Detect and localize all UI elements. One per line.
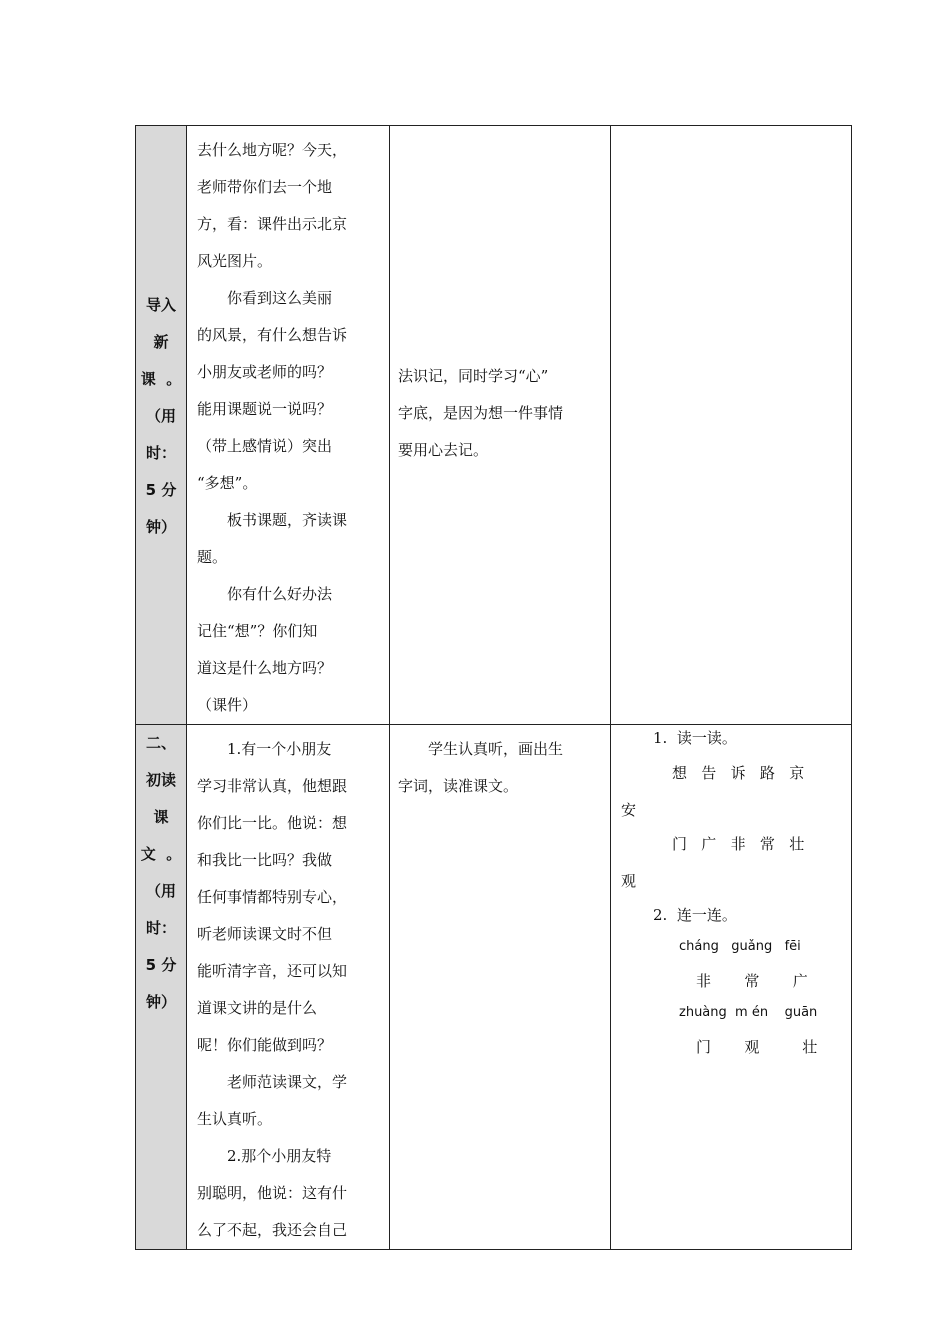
text-line: 道课文讲的是什么 [197, 999, 318, 1017]
chars-line: 门 观 壮 [696, 1038, 818, 1056]
text-line: 老师范读课文，学 [227, 1073, 348, 1091]
practice-cell [611, 126, 852, 725]
stage-label-line: 时： [145, 919, 176, 937]
teacher-activity-cell [187, 126, 390, 725]
text-line: 生认真听。 [197, 1110, 273, 1128]
stage-label-line: 二、 [145, 734, 176, 752]
text-line: 听老师读课文时不但 [197, 925, 333, 943]
text-line: 能用课题说一说吗？ [197, 400, 333, 418]
text-line: 字词，读准课文。 [398, 777, 519, 795]
teacher-activity-cell [187, 725, 390, 1250]
stage-label-line: 5 分 [145, 481, 177, 499]
practice-item-title: 2. 连一连。 [653, 906, 737, 924]
text-line: （课件） [197, 696, 258, 714]
text-line: 老师带你们去一个地 [197, 178, 333, 196]
text-line: 和我比一比吗？我做 [197, 851, 333, 869]
text-line: 呢！你们能做到吗？ [197, 1036, 333, 1054]
text-line: 方，看：课件出示北京 [197, 215, 348, 233]
text-line: 学习非常认真，他想跟 [197, 777, 348, 795]
practice-chars-line: 想 告 诉 路 京 [672, 764, 805, 782]
stage-label-line: （用 [145, 407, 176, 425]
table-row [136, 725, 852, 1250]
text-line: 么了不起，我还会自己 [197, 1221, 348, 1239]
text-line: 小朋友或老师的吗？ [197, 363, 333, 381]
lesson-plan-table [135, 125, 852, 1250]
practice-chars-wrap: 观 [621, 872, 637, 890]
chars-line: 非 常 广 [696, 972, 808, 990]
practice-chars-wrap: 安 [621, 801, 637, 819]
text-line: 字底，是因为想一件事情 [398, 404, 564, 422]
pinyin-line: cháng guǎng fēi [679, 939, 801, 954]
text-line: 题。 [197, 548, 228, 566]
text-line: 2.那个小朋友特 [227, 1147, 332, 1165]
stage-label-line: 文 。 [140, 845, 182, 863]
pinyin-line: zhuàng m én guān [679, 1005, 818, 1020]
text-line: 要用心去记。 [398, 441, 489, 459]
stage-label-line: 课 。 [140, 370, 182, 388]
table-row [136, 126, 852, 725]
stage-label-line: 钟） [145, 518, 176, 536]
practice-item-title: 1. 读一读。 [653, 729, 737, 747]
stage-label-line: 钟） [145, 993, 176, 1011]
text-line: 记住“想”？你们知 [197, 622, 318, 640]
stage-label-line: 课 [153, 808, 169, 826]
text-line: 法识记，同时学习“心” [398, 367, 549, 385]
student-activity-cell [390, 725, 611, 1250]
text-line: 任何事情都特别专心， [197, 888, 348, 906]
stage-label-line: 时： [145, 444, 176, 462]
text-line: 去什么地方呢？今天， [197, 141, 348, 159]
text-line: 的风景，有什么想告诉 [197, 326, 348, 344]
text-line: 你看到这么美丽 [227, 289, 333, 307]
text-line: （带上感情说）突出 [197, 437, 333, 455]
student-activity-cell [390, 126, 611, 725]
stage-label-line: 初读 [145, 771, 176, 789]
stage-label-line: （用 [145, 882, 176, 900]
text-line: 你们比一比。他说：想 [197, 814, 348, 832]
text-line: 学生认真听，画出生 [428, 740, 564, 758]
text-line: 板书课题，齐读课 [227, 511, 348, 529]
text-line: “多想”。 [197, 474, 258, 492]
stage-cell [136, 126, 187, 725]
practice-chars-line: 门 广 非 常 壮 [672, 835, 805, 853]
text-line: 你有什么好办法 [227, 585, 333, 603]
stage-label-line: 5 分 [145, 956, 177, 974]
text-line: 风光图片。 [197, 252, 273, 270]
text-line: 能听清字音，还可以知 [197, 962, 348, 980]
stage-cell [136, 725, 187, 1250]
stage-label-line: 新 [153, 333, 169, 351]
text-line: 别聪明，他说：这有什 [197, 1184, 348, 1202]
text-line: 1.有一个小朋友 [227, 740, 332, 758]
stage-label-line: 导入 [145, 296, 176, 314]
text-line: 道这是什么地方吗？ [197, 659, 333, 677]
practice-cell [611, 725, 852, 1250]
